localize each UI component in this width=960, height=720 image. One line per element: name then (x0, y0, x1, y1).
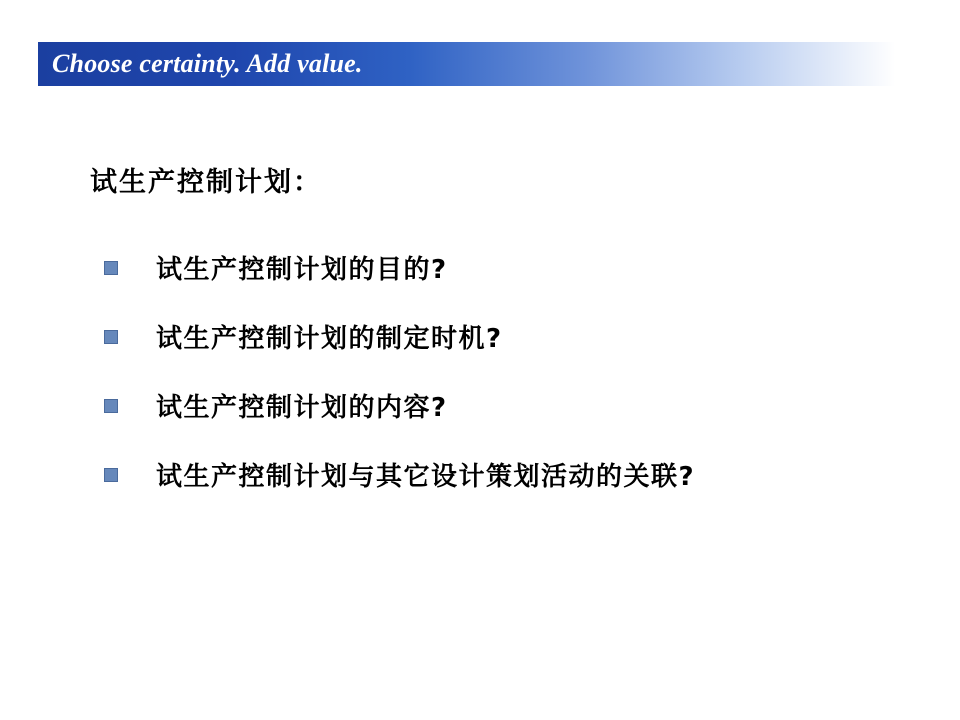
square-bullet-icon (104, 468, 118, 482)
list-item-label: 试生产控制计划的目的? (156, 255, 448, 285)
square-bullet-icon (104, 399, 118, 413)
list-item-label: 试生产控制计划与其它设计策划活动的关联? (156, 462, 696, 492)
banner-tagline: Choose certainty. Add value. (52, 49, 363, 78)
page-title: 试生产控制计划： (90, 167, 322, 198)
square-bullet-icon (104, 330, 118, 344)
title-banner (38, 42, 922, 86)
list-item (90, 318, 890, 355)
bullet-list (90, 249, 890, 493)
slide-body (90, 160, 890, 525)
list-item-label: 试生产控制计划的内容? (156, 393, 448, 423)
list-item (90, 249, 890, 286)
square-bullet-icon (104, 261, 118, 275)
list-item (90, 456, 890, 493)
list-item (90, 387, 890, 424)
list-item-label: 试生产控制计划的制定时机? (156, 324, 503, 354)
